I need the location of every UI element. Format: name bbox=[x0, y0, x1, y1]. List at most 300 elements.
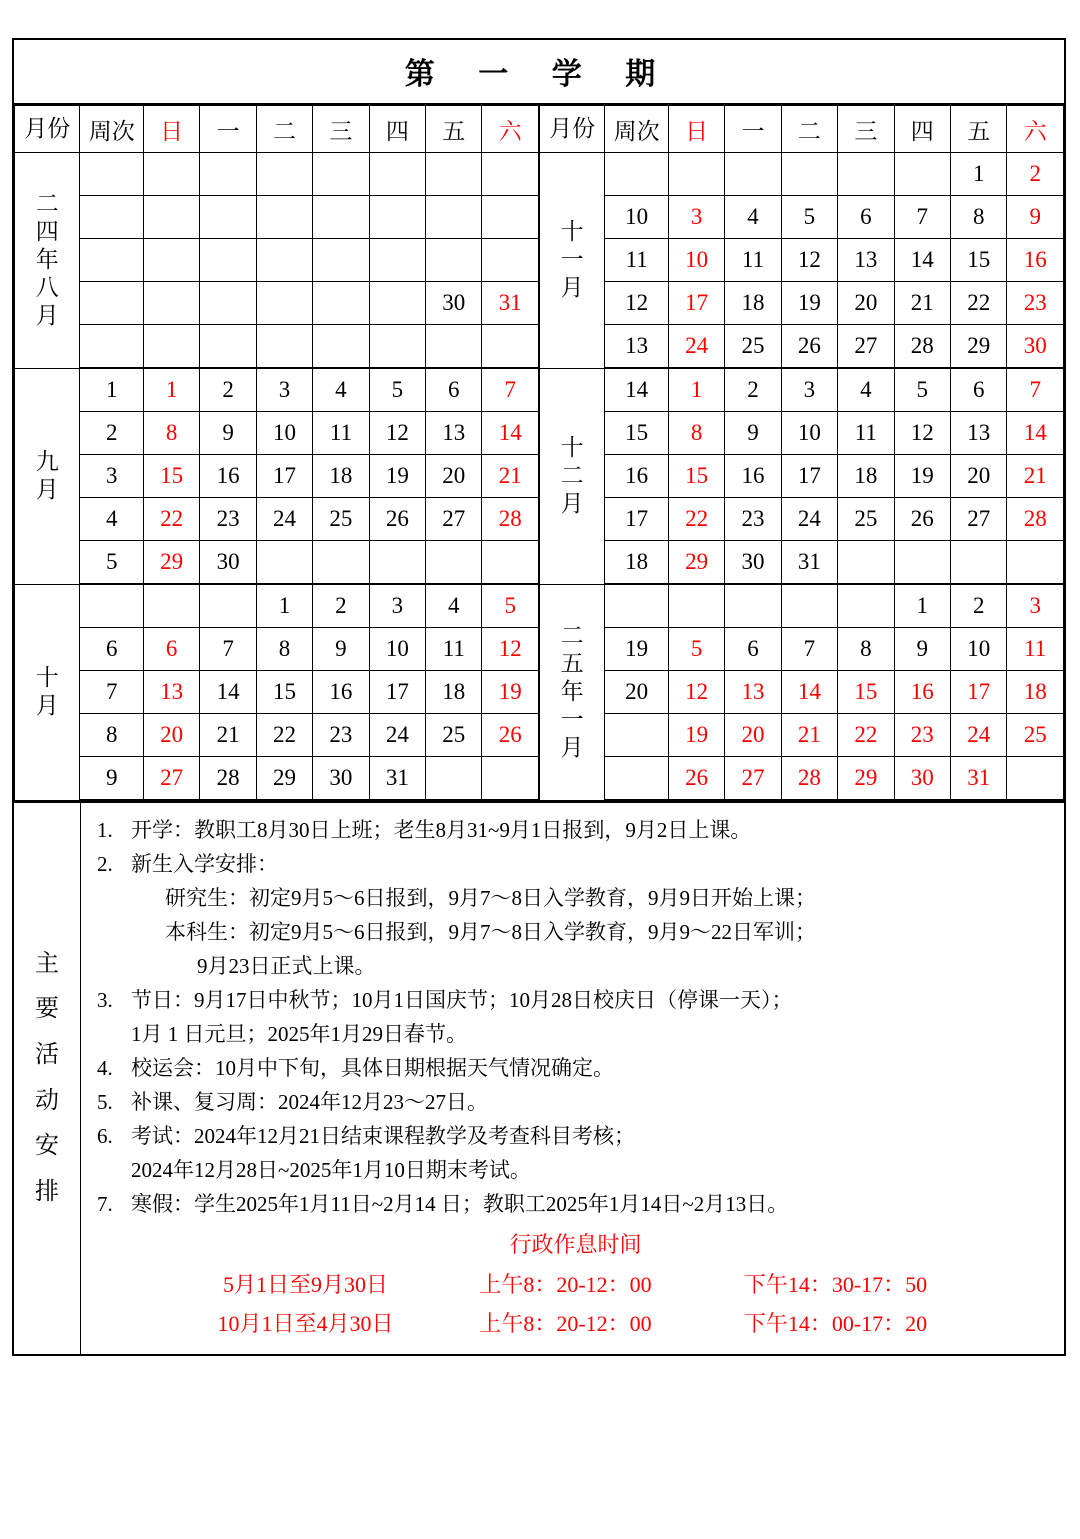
day-cell bbox=[426, 541, 482, 585]
day-cell: 24 bbox=[256, 498, 312, 541]
header-day-3: 三 bbox=[313, 106, 369, 153]
note-text: 寒假：学生2025年1月11日~2月14 日；教职工2025年1月14日~2月13日。 bbox=[131, 1192, 789, 1217]
day-cell: 4 bbox=[426, 584, 482, 628]
day-cell: 7 bbox=[1007, 368, 1064, 412]
week-number: 4 bbox=[80, 498, 143, 541]
day-cell: 5 bbox=[668, 628, 724, 671]
day-cell: 29 bbox=[668, 541, 724, 585]
note-text: 新生入学安排： bbox=[131, 852, 278, 877]
day-cell: 8 bbox=[256, 628, 312, 671]
note-item bbox=[97, 847, 1054, 881]
day-cell bbox=[143, 584, 199, 628]
day-cell: 6 bbox=[950, 368, 1006, 412]
day-cell: 5 bbox=[894, 368, 950, 412]
day-cell: 22 bbox=[143, 498, 199, 541]
day-cell: 30 bbox=[894, 757, 950, 801]
day-cell: 4 bbox=[725, 196, 781, 239]
day-cell: 7 bbox=[200, 628, 256, 671]
header-day2-5: 五 bbox=[950, 106, 1006, 153]
day-cell bbox=[143, 325, 199, 369]
day-cell: 15 bbox=[256, 671, 312, 714]
day-cell: 1 bbox=[950, 153, 1006, 196]
schedule-title: 行政作息时间 bbox=[509, 1232, 642, 1258]
day-cell: 22 bbox=[838, 714, 894, 757]
day-cell: 24 bbox=[369, 714, 425, 757]
week-number: 3 bbox=[80, 455, 143, 498]
day-cell: 29 bbox=[256, 757, 312, 801]
day-cell: 14 bbox=[200, 671, 256, 714]
month-name-text: 二五年一月 bbox=[560, 622, 584, 761]
day-cell bbox=[200, 239, 256, 282]
note-item bbox=[97, 813, 1054, 847]
month-name-text: 十一月 bbox=[560, 219, 584, 301]
week-number: 17 bbox=[605, 498, 668, 541]
day-cell: 25 bbox=[838, 498, 894, 541]
week-number bbox=[80, 325, 143, 369]
day-cell: 27 bbox=[838, 325, 894, 369]
day-cell bbox=[143, 153, 199, 196]
day-cell: 31 bbox=[781, 541, 837, 585]
day-cell: 5 bbox=[369, 368, 425, 412]
week-number: 2 bbox=[80, 412, 143, 455]
day-cell: 14 bbox=[482, 412, 539, 455]
day-cell bbox=[143, 196, 199, 239]
note-item bbox=[97, 1017, 1054, 1051]
day-cell: 19 bbox=[781, 282, 837, 325]
calendar-sheet bbox=[12, 38, 1066, 1356]
schedule-afternoon: 下午14：30-17：50 bbox=[743, 1271, 928, 1297]
day-cell: 10 bbox=[781, 412, 837, 455]
calendar-table bbox=[14, 105, 1064, 801]
day-cell: 23 bbox=[313, 714, 369, 757]
day-cell: 20 bbox=[725, 714, 781, 757]
calendar-week-row bbox=[15, 153, 1064, 196]
day-cell: 4 bbox=[313, 368, 369, 412]
week-number: 9 bbox=[80, 757, 143, 801]
header-week-2: 周次 bbox=[605, 106, 668, 153]
day-cell: 13 bbox=[725, 671, 781, 714]
day-cell: 24 bbox=[668, 325, 724, 369]
day-cell: 20 bbox=[838, 282, 894, 325]
day-cell bbox=[369, 239, 425, 282]
day-cell: 25 bbox=[426, 714, 482, 757]
day-cell: 15 bbox=[143, 455, 199, 498]
note-text: 研究生：初定9月5～6日报到，9月7～8日入学教育，9月9日开始上课； bbox=[165, 886, 816, 911]
day-cell: 19 bbox=[894, 455, 950, 498]
day-cell: 7 bbox=[781, 628, 837, 671]
day-cell: 16 bbox=[1007, 239, 1064, 282]
day-cell: 27 bbox=[426, 498, 482, 541]
calendar-week-row bbox=[15, 368, 1064, 412]
notes-body bbox=[81, 803, 1064, 1354]
day-cell: 23 bbox=[894, 714, 950, 757]
day-cell bbox=[256, 153, 312, 196]
day-cell: 17 bbox=[950, 671, 1006, 714]
day-cell bbox=[482, 541, 539, 585]
day-cell bbox=[426, 153, 482, 196]
day-cell: 25 bbox=[1007, 714, 1064, 757]
day-cell: 18 bbox=[838, 455, 894, 498]
day-cell bbox=[426, 196, 482, 239]
day-cell: 27 bbox=[725, 757, 781, 801]
day-cell: 2 bbox=[725, 368, 781, 412]
day-cell: 15 bbox=[838, 671, 894, 714]
day-cell: 12 bbox=[894, 412, 950, 455]
note-text: 2024年12月28日~2025年1月10日期末考试。 bbox=[131, 1158, 531, 1183]
day-cell: 8 bbox=[668, 412, 724, 455]
day-cell: 7 bbox=[482, 368, 539, 412]
day-cell: 31 bbox=[369, 757, 425, 801]
header-day2-0: 日 bbox=[668, 106, 724, 153]
day-cell: 6 bbox=[838, 196, 894, 239]
calendar-week-row bbox=[15, 584, 1064, 628]
note-text: 1月 1 日元旦；2025年1月29日春节。 bbox=[131, 1022, 467, 1047]
note-number: 1. bbox=[97, 818, 113, 842]
month-name-left bbox=[15, 584, 80, 800]
day-cell: 17 bbox=[369, 671, 425, 714]
day-cell bbox=[256, 239, 312, 282]
note-item bbox=[97, 1153, 1054, 1187]
day-cell bbox=[950, 541, 1006, 585]
header-day2-3: 三 bbox=[838, 106, 894, 153]
day-cell: 18 bbox=[313, 455, 369, 498]
day-cell bbox=[313, 153, 369, 196]
day-cell: 13 bbox=[950, 412, 1006, 455]
day-cell: 18 bbox=[725, 282, 781, 325]
day-cell bbox=[482, 239, 539, 282]
day-cell: 8 bbox=[950, 196, 1006, 239]
day-cell bbox=[1007, 757, 1064, 801]
note-text: 本科生：初定9月5～6日报到，9月7～8日入学教育，9月9～22日军训； bbox=[165, 920, 816, 945]
day-cell: 30 bbox=[725, 541, 781, 585]
week-number: 1 bbox=[80, 368, 143, 412]
day-cell bbox=[369, 282, 425, 325]
day-cell: 26 bbox=[482, 714, 539, 757]
day-cell: 2 bbox=[950, 584, 1006, 628]
week-number bbox=[80, 584, 143, 628]
month-name-text: 十二月 bbox=[560, 434, 584, 517]
note-text: 考试：2024年12月21日结束课程教学及考查科目考核； bbox=[131, 1124, 635, 1149]
page-title: 第 一 学 期 bbox=[14, 40, 1064, 105]
day-cell bbox=[369, 196, 425, 239]
day-cell bbox=[668, 153, 724, 196]
day-cell: 21 bbox=[781, 714, 837, 757]
header-day-2: 二 bbox=[256, 106, 312, 153]
day-cell bbox=[482, 153, 539, 196]
day-cell: 3 bbox=[781, 368, 837, 412]
note-text: 校运会：10月中下旬，具体日期根据天气情况确定。 bbox=[131, 1056, 614, 1081]
day-cell: 30 bbox=[1007, 325, 1064, 369]
day-cell bbox=[369, 325, 425, 369]
day-cell bbox=[256, 282, 312, 325]
header-day2-6: 六 bbox=[1007, 106, 1064, 153]
day-cell: 13 bbox=[838, 239, 894, 282]
day-cell: 26 bbox=[894, 498, 950, 541]
week-number bbox=[80, 239, 143, 282]
day-cell: 8 bbox=[143, 412, 199, 455]
day-cell: 5 bbox=[781, 196, 837, 239]
notes-section bbox=[14, 801, 1064, 1354]
day-cell: 17 bbox=[256, 455, 312, 498]
day-cell: 30 bbox=[313, 757, 369, 801]
day-cell: 1 bbox=[256, 584, 312, 628]
day-cell: 24 bbox=[950, 714, 1006, 757]
week-number: 6 bbox=[80, 628, 143, 671]
day-cell: 28 bbox=[781, 757, 837, 801]
day-cell: 20 bbox=[426, 455, 482, 498]
month-name-text: 九月 bbox=[35, 448, 59, 502]
day-cell: 21 bbox=[1007, 455, 1064, 498]
note-item bbox=[97, 881, 1054, 915]
header-day-0: 日 bbox=[143, 106, 199, 153]
day-cell bbox=[143, 282, 199, 325]
schedule-period: 5月1日至9月30日 bbox=[222, 1271, 388, 1297]
day-cell bbox=[838, 153, 894, 196]
note-item bbox=[97, 983, 1054, 1017]
day-cell bbox=[1007, 541, 1064, 585]
day-cell: 12 bbox=[482, 628, 539, 671]
day-cell bbox=[781, 584, 837, 628]
day-cell bbox=[313, 196, 369, 239]
week-number bbox=[80, 153, 143, 196]
day-cell: 17 bbox=[781, 455, 837, 498]
day-cell: 26 bbox=[781, 325, 837, 369]
note-number: 3. bbox=[97, 988, 113, 1013]
header-day-5: 五 bbox=[426, 106, 482, 153]
day-cell: 2 bbox=[1007, 153, 1064, 196]
day-cell: 27 bbox=[950, 498, 1006, 541]
schedule-morning: 上午8：20-12：00 bbox=[479, 1311, 652, 1337]
day-cell bbox=[426, 325, 482, 369]
day-cell: 28 bbox=[200, 757, 256, 801]
day-cell: 9 bbox=[1007, 196, 1064, 239]
day-cell bbox=[482, 757, 539, 801]
header-day2-4: 四 bbox=[894, 106, 950, 153]
day-cell bbox=[894, 541, 950, 585]
day-cell: 9 bbox=[894, 628, 950, 671]
day-cell: 31 bbox=[482, 282, 539, 325]
day-cell: 23 bbox=[1007, 282, 1064, 325]
day-cell: 18 bbox=[1007, 671, 1064, 714]
week-number: 11 bbox=[605, 239, 668, 282]
note-number: 7. bbox=[97, 1192, 113, 1217]
week-number bbox=[605, 584, 668, 628]
day-cell: 12 bbox=[781, 239, 837, 282]
schedule-afternoon: 下午14：00-17：20 bbox=[743, 1311, 928, 1337]
day-cell: 11 bbox=[1007, 628, 1064, 671]
day-cell bbox=[482, 325, 539, 369]
day-cell: 9 bbox=[725, 412, 781, 455]
day-cell bbox=[200, 584, 256, 628]
day-cell: 6 bbox=[426, 368, 482, 412]
notes-label-text: 主要活动安排 bbox=[35, 950, 59, 1205]
day-cell bbox=[313, 282, 369, 325]
calendar-header-row bbox=[15, 106, 1064, 153]
month-name-left bbox=[15, 153, 80, 369]
week-number: 5 bbox=[80, 541, 143, 585]
day-cell: 3 bbox=[256, 368, 312, 412]
day-cell bbox=[200, 196, 256, 239]
day-cell: 25 bbox=[725, 325, 781, 369]
day-cell bbox=[668, 584, 724, 628]
month-name-text: 二四年八月 bbox=[35, 191, 59, 329]
note-number: 4. bbox=[97, 1056, 113, 1081]
note-text: 开学：教职工8月30日上班；老生8月31~9月1日报到，9月2日上课。 bbox=[131, 818, 752, 842]
day-cell bbox=[143, 239, 199, 282]
day-cell: 9 bbox=[200, 412, 256, 455]
header-day-4: 四 bbox=[369, 106, 425, 153]
day-cell: 11 bbox=[426, 628, 482, 671]
header-day-1: 一 bbox=[200, 106, 256, 153]
day-cell: 10 bbox=[668, 239, 724, 282]
day-cell: 10 bbox=[256, 412, 312, 455]
schedule-period: 10月1日至4月30日 bbox=[217, 1311, 394, 1337]
day-cell: 22 bbox=[950, 282, 1006, 325]
day-cell: 15 bbox=[668, 455, 724, 498]
week-number: 14 bbox=[605, 368, 668, 412]
week-number: 19 bbox=[605, 628, 668, 671]
note-text: 补课、复习周：2024年12月23～27日。 bbox=[131, 1090, 488, 1115]
day-cell: 11 bbox=[838, 412, 894, 455]
day-cell: 13 bbox=[143, 671, 199, 714]
day-cell bbox=[781, 153, 837, 196]
note-number: 6. bbox=[97, 1124, 113, 1149]
day-cell: 8 bbox=[838, 628, 894, 671]
day-cell: 19 bbox=[668, 714, 724, 757]
day-cell bbox=[256, 541, 312, 585]
day-cell: 13 bbox=[426, 412, 482, 455]
day-cell bbox=[369, 541, 425, 585]
day-cell bbox=[426, 757, 482, 801]
day-cell bbox=[725, 584, 781, 628]
day-cell bbox=[838, 584, 894, 628]
day-cell: 12 bbox=[369, 412, 425, 455]
day-cell: 24 bbox=[781, 498, 837, 541]
day-cell: 26 bbox=[369, 498, 425, 541]
day-cell: 14 bbox=[781, 671, 837, 714]
note-item bbox=[97, 1051, 1054, 1085]
day-cell: 30 bbox=[426, 282, 482, 325]
day-cell: 16 bbox=[313, 671, 369, 714]
day-cell: 28 bbox=[1007, 498, 1064, 541]
day-cell: 21 bbox=[894, 282, 950, 325]
note-item bbox=[97, 1119, 1054, 1153]
day-cell: 14 bbox=[1007, 412, 1064, 455]
schedule-morning: 上午8：20-12：00 bbox=[479, 1271, 652, 1297]
day-cell: 18 bbox=[426, 671, 482, 714]
day-cell: 10 bbox=[950, 628, 1006, 671]
week-number: 16 bbox=[605, 455, 668, 498]
header-week: 周次 bbox=[80, 106, 143, 153]
day-cell: 11 bbox=[725, 239, 781, 282]
day-cell bbox=[313, 325, 369, 369]
day-cell: 19 bbox=[369, 455, 425, 498]
day-cell: 23 bbox=[725, 498, 781, 541]
day-cell: 16 bbox=[200, 455, 256, 498]
header-month-2: 月份 bbox=[539, 106, 605, 153]
month-name-right bbox=[539, 153, 605, 369]
day-cell: 19 bbox=[482, 671, 539, 714]
week-number bbox=[605, 757, 668, 801]
day-cell: 15 bbox=[950, 239, 1006, 282]
day-cell: 6 bbox=[143, 628, 199, 671]
day-cell bbox=[313, 541, 369, 585]
day-cell: 30 bbox=[200, 541, 256, 585]
day-cell: 23 bbox=[200, 498, 256, 541]
day-cell bbox=[426, 239, 482, 282]
day-cell: 9 bbox=[313, 628, 369, 671]
day-cell: 1 bbox=[894, 584, 950, 628]
week-number: 10 bbox=[605, 196, 668, 239]
month-name-right bbox=[539, 584, 605, 800]
day-cell: 10 bbox=[369, 628, 425, 671]
header-day2-1: 一 bbox=[725, 106, 781, 153]
note-item bbox=[97, 1187, 1054, 1221]
week-number bbox=[605, 714, 668, 757]
day-cell: 16 bbox=[725, 455, 781, 498]
day-cell bbox=[894, 153, 950, 196]
day-cell: 17 bbox=[668, 282, 724, 325]
day-cell: 26 bbox=[668, 757, 724, 801]
schedule-row bbox=[97, 1306, 1054, 1342]
day-cell: 3 bbox=[668, 196, 724, 239]
day-cell bbox=[369, 153, 425, 196]
week-number bbox=[80, 196, 143, 239]
day-cell bbox=[200, 153, 256, 196]
day-cell bbox=[256, 325, 312, 369]
note-item bbox=[97, 1085, 1054, 1119]
day-cell: 16 bbox=[894, 671, 950, 714]
month-name-text: 十月 bbox=[35, 664, 59, 718]
week-number bbox=[605, 153, 668, 196]
schedule-row bbox=[97, 1267, 1054, 1303]
day-cell: 21 bbox=[200, 714, 256, 757]
week-number: 8 bbox=[80, 714, 143, 757]
week-number: 13 bbox=[605, 325, 668, 369]
note-item bbox=[97, 915, 1054, 949]
note-item bbox=[97, 949, 1054, 983]
day-cell: 27 bbox=[143, 757, 199, 801]
day-cell: 25 bbox=[313, 498, 369, 541]
day-cell: 20 bbox=[950, 455, 1006, 498]
week-number: 7 bbox=[80, 671, 143, 714]
day-cell: 12 bbox=[668, 671, 724, 714]
month-name-left bbox=[15, 368, 80, 584]
day-cell: 22 bbox=[668, 498, 724, 541]
note-number: 2. bbox=[97, 852, 113, 877]
week-number: 12 bbox=[605, 282, 668, 325]
header-day-6: 六 bbox=[482, 106, 539, 153]
day-cell: 6 bbox=[725, 628, 781, 671]
day-cell bbox=[200, 282, 256, 325]
day-cell bbox=[725, 153, 781, 196]
day-cell: 2 bbox=[200, 368, 256, 412]
day-cell bbox=[313, 239, 369, 282]
day-cell: 11 bbox=[313, 412, 369, 455]
day-cell bbox=[838, 541, 894, 585]
day-cell: 5 bbox=[482, 584, 539, 628]
day-cell: 2 bbox=[313, 584, 369, 628]
note-number: 5. bbox=[97, 1090, 113, 1115]
day-cell: 7 bbox=[894, 196, 950, 239]
header-month: 月份 bbox=[15, 106, 80, 153]
day-cell bbox=[482, 196, 539, 239]
day-cell: 3 bbox=[369, 584, 425, 628]
day-cell bbox=[200, 325, 256, 369]
day-cell: 3 bbox=[1007, 584, 1064, 628]
note-text: 节日：9月17日中秋节；10月1日国庆节；10月28日校庆日（停课一天）； bbox=[131, 988, 793, 1013]
day-cell: 1 bbox=[143, 368, 199, 412]
